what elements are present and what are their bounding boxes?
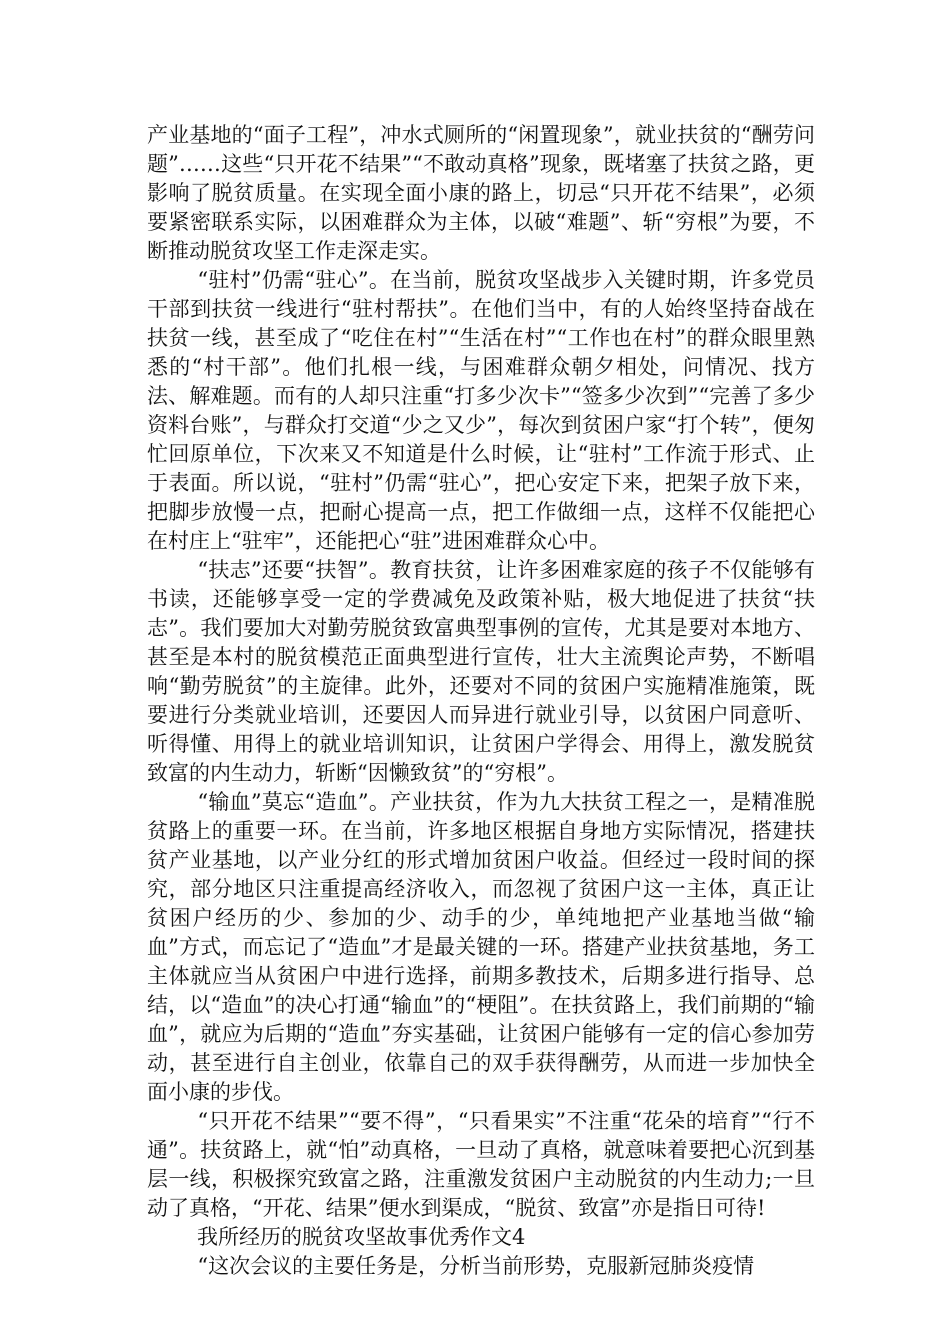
paragraph-intro: 产业基地的“面子工程”，冲水式厕所的“闲置现象”，就业扶贫的“酬劳问题”……这些“只开花不结果”“不敢动真格”现象，既堵塞了扶贫之路，更影响了脱贫质量。在实现全面小康的路上，切忌“只开花不结果”，必须要紧密联系实际，以困难群众为主体，以破“难题”、斩“穷根”为要，不断推动脱贫攻坚工作走深走实。 xyxy=(147,123,815,263)
section-heading: 我所经历的脱贫攻坚故事优秀作文4 xyxy=(197,1225,526,1249)
paragraph-next-essay: “这次会议的主要任务是，分析当前形势，克服新冠肺炎疫情 xyxy=(197,1254,755,1278)
paragraph-zhucun: “驻村”仍需“驻心”。在当前，脱贫攻坚战步入关键时期，许多党员干部到扶贫一线进行“驻村帮扶”。在他们当中，有的人始终坚持奋战在扶贫一线，甚至成了“吃住在村”“生活在村”“工作也在村”的群众眼里熟悉的“村干部”。他们扎根一线，与困难群众朝夕相处，问情况、找方法、解难题。而有的人却只注重“打多少次卡”“签多少次到”“完善了多少资料台账”，与群众打交道“少之又少”，每次到贫困户家“打个转”，便匆忙回原单位，下次来又不知道是什么时候，让“驻村”工作流于形式、止于表面。所以说，“驻村”仍需“驻心”，把心安定下来，把架子放下来，把脚步放慢一点，把耐心提高一点，把工作做细一点，这样不仅能把心在村庄上“驻牢”，还能把心“驻”进困难群众心中。 xyxy=(147,268,815,553)
paragraph-conclusion: “只开花不结果”“要不得”，“只看果实”不注重“花朵的培育”“行不通”。扶贫路上，就“怕”动真格，一旦动了真格，就意味着要把心沉到基层一线，积极探究致富之路，注重激发贫困户主动脱贫的内生动力;一旦动了真格，“开花、结果”便水到渠成，“脱贫、致富”亦是指日可待! xyxy=(147,1109,815,1220)
document-page xyxy=(147,121,815,1281)
paragraph-fuzhi: “扶志”还要“扶智”。教育扶贫，让许多困难家庭的孩子不仅能够有书读，还能够享受一定的学费减免及政策补贴，极大地促进了扶贫“扶志”。我们要加大对勤劳脱贫致富典型事例的宣传，尤其是要对本地方、甚至是本村的脱贫模范正面典型进行宣传，壮大主流舆论声势，不断唱响“勤劳脱贫”的主旋律。此外，还要对不同的贫困户实施精准施策，既要进行分类就业培训，还要因人而异进行就业引导，以贫困户同意听、听得懂、用得上的就业培训知识，让贫困户学得会、用得上，激发脱贫致富的内生动力，斩断“因懒致贫”的“穷根”。 xyxy=(147,558,815,785)
paragraph-shuxue: “输血”莫忘“造血”。产业扶贫，作为九大扶贫工程之一，是精准脱贫路上的重要一环。在当前，许多地区根据自身地方实际情况，搭建扶贫产业基地，以产业分红的形式增加贫困户收益。但经过一段时间的探究，部分地区只注重提高经济收入，而忽视了贫困户这一主体，真正让贫困户经历的少、参加的少、动手的少，单纯地把产业基地当做“输血”方式，而忘记了“造血”才是最关键的一环。搭建产业扶贫基地，务工主体就应当从贫困户中进行选择，前期多教技术，后期多进行指导、总结，以“造血”的决心打通“输血”的“梗阻”。在扶贫路上，我们前期的“输血”，就应为后期的“造血”夯实基础，让贫困户能够有一定的信心参加劳动，甚至进行自主创业，依靠自己的双手获得酬劳，从而进一步加快全面小康的步伐。 xyxy=(147,790,815,1104)
